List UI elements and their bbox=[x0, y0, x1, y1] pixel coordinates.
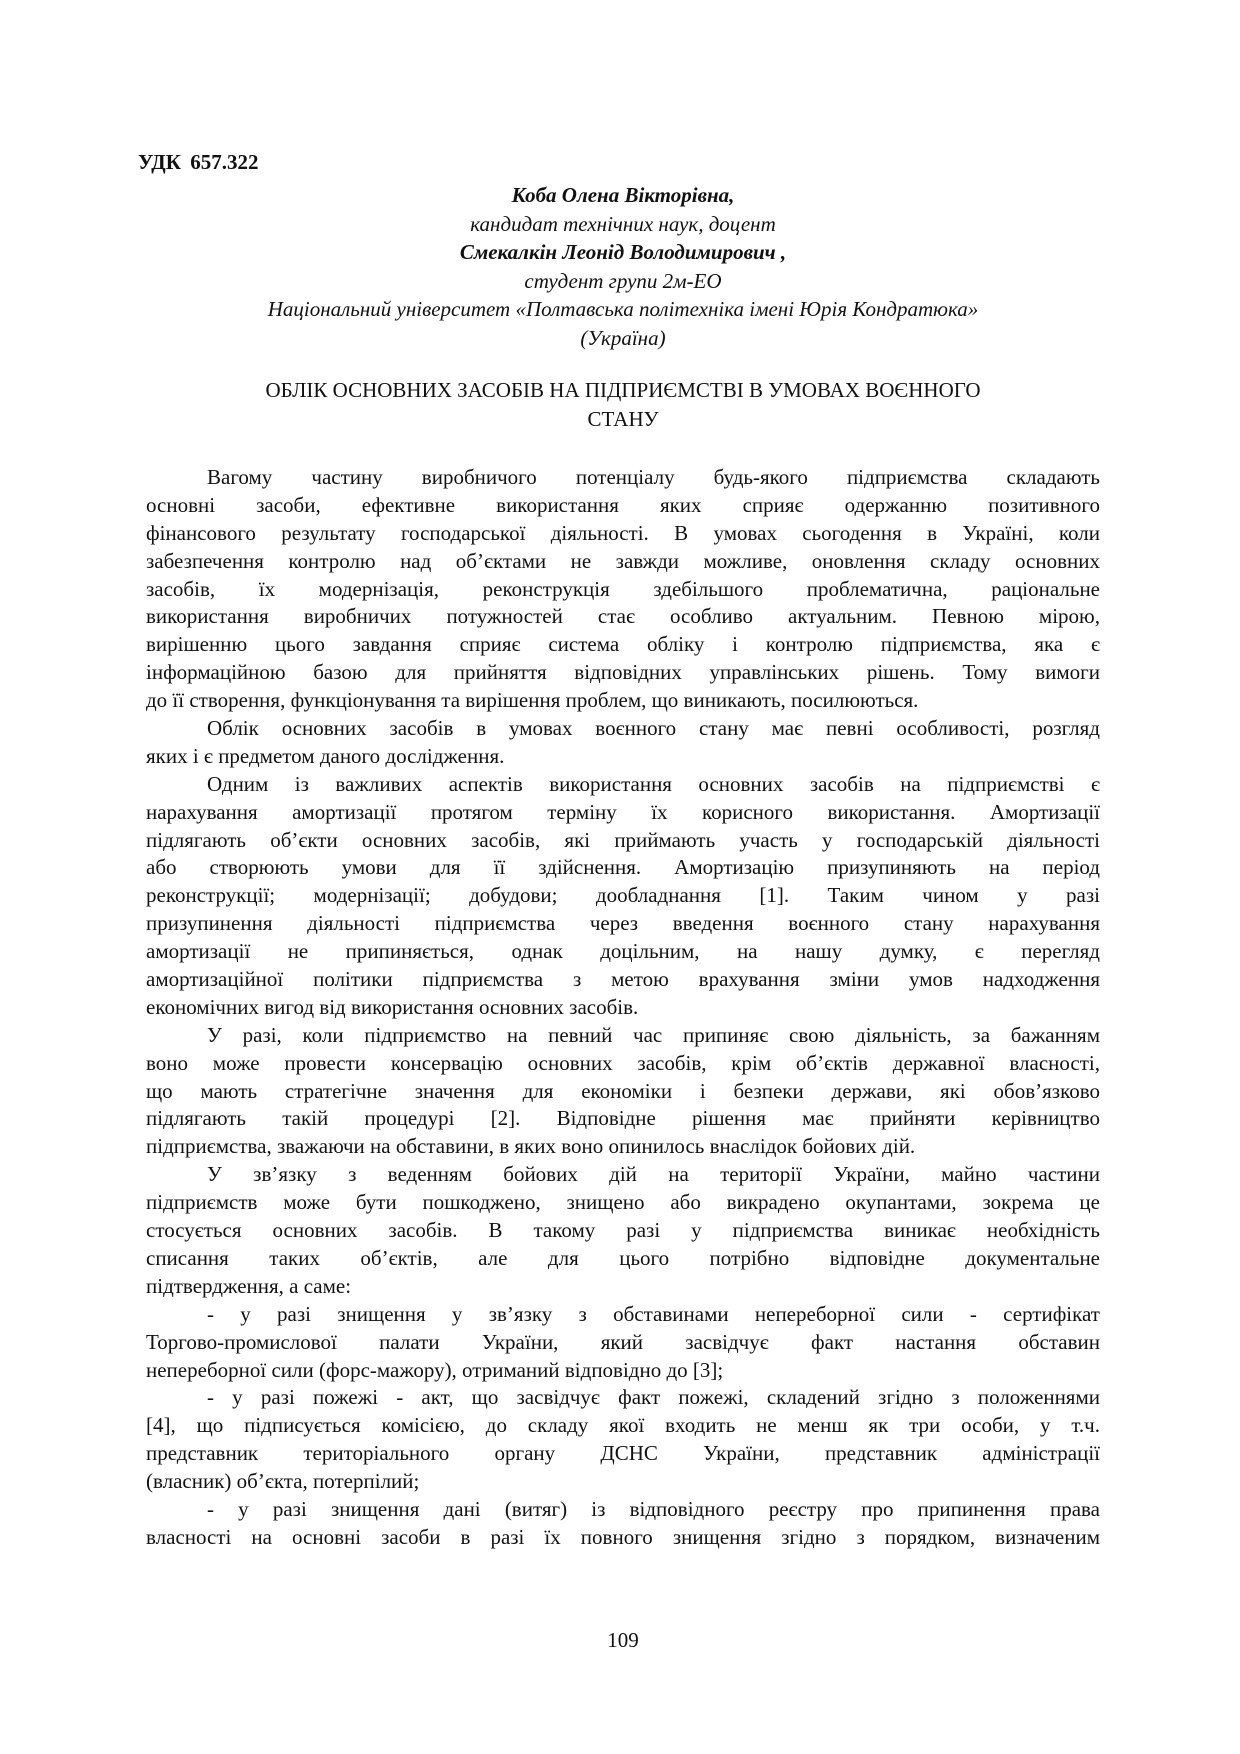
text-line: списання таких об’єктів, але для цього потрібно відповідне документальне bbox=[146, 1245, 1100, 1270]
text-line: економічних вигод від використання основних засобів. bbox=[146, 994, 639, 1019]
text-line: непереборної сили (форс-мажору), отриманий відповідно до [3]; bbox=[146, 1357, 724, 1382]
text-line: підлягають об’єкти основних засобів, які приймають участь у господарській діяльності bbox=[146, 827, 1100, 852]
paragraph bbox=[146, 771, 1100, 1022]
paragraph bbox=[146, 1496, 1100, 1552]
paragraph bbox=[146, 1161, 1100, 1300]
author-2-name: Смекалкін Леонід Володимирович , bbox=[459, 240, 787, 264]
paragraph bbox=[146, 464, 1100, 715]
text-line: підтвердження, а саме: bbox=[146, 1273, 352, 1298]
text-line: Одним із важливих аспектів використання основних засобів на підприємстві є bbox=[207, 771, 1100, 796]
country: (Україна) bbox=[580, 325, 666, 350]
text-line: використання виробничих потужностей стає особливо актуальним. Певною мірою, bbox=[146, 604, 1100, 629]
text-line: нарахування амортизації протягом терміну їх корисного використання. Амортизації bbox=[146, 799, 1100, 824]
text-line: воно може провести консервацію основних засобів, крім об’єктів державної власності, bbox=[146, 1050, 1100, 1075]
text-line: У разі, коли підприємство на певний час припиняє свою діяльність, за бажанням bbox=[207, 1022, 1100, 1047]
text-line: - у разі пожежі - акт, що засвідчує факт пожежі, складений згідно з положеннями bbox=[207, 1385, 1100, 1410]
author-1-title: кандидат технічних наук, доцент bbox=[470, 211, 776, 236]
author-block bbox=[146, 181, 1100, 352]
paragraph bbox=[146, 1022, 1100, 1161]
page-number: 109 bbox=[607, 1628, 639, 1652]
text-line: фінансового результату господарської діяльності. В умовах сьогодення в Україні, коли bbox=[146, 520, 1100, 545]
text-line: реконструкції; модернізації; добудови; дообладнання [1]. Таким чином у разі bbox=[146, 883, 1100, 908]
title-line: СТАНУ bbox=[587, 407, 659, 431]
text-line: стосується основних засобів. В такому разі у підприємства виникає необхідність bbox=[146, 1218, 1100, 1243]
university: Національний університет «Полтавська політехніка імені Юрія Кондратюка» bbox=[267, 297, 979, 321]
text-line: Вагому частину виробничого потенціалу будь-якого підприємства складають bbox=[207, 465, 1100, 489]
text-line: (власник) об’єкта, потерпілий; bbox=[146, 1469, 420, 1494]
text-line: або створюють умови для її здійснення. Амортизацію призупиняють на період bbox=[146, 855, 1100, 880]
text-line: представник територіального органу ДСНС України, представник адміністрації bbox=[146, 1441, 1100, 1466]
title-line: ОБЛІК ОСНОВНИХ ЗАСОБІВ НА ПІДПРИЄМСТВІ В УМОВАХ ВОЄННОГО bbox=[265, 378, 981, 402]
text-line: амортизаційної політики підприємства з метою врахування зміни умов надходження bbox=[146, 967, 1100, 992]
text-line: - у разі знищення дані (витяг) із відповідного реєстру про припинення права bbox=[207, 1496, 1100, 1521]
text-line: інформаційною базою для прийняття відповідних управлінських рішень. Тому вимоги bbox=[146, 660, 1100, 685]
text-line: [4], що підписується комісією, до складу якої входить не менш як три особи, у т.ч. bbox=[146, 1413, 1100, 1438]
text-line: підлягають такій процедурі [2]. Відповідне рішення має прийняти керівництво bbox=[146, 1106, 1100, 1131]
author-2-title: студент групи 2м-ЕО bbox=[524, 268, 722, 293]
text-line: до її створення, функціонування та вирішення проблем, що виникають, посилюються. bbox=[146, 688, 919, 713]
paragraph bbox=[146, 1301, 1100, 1385]
text-line: призупинення діяльності підприємства через введення воєнного стану нарахування bbox=[146, 911, 1100, 936]
text-line: підприємств може бути пошкоджено, знищено або викрадено окупантами, зокрема це bbox=[146, 1190, 1100, 1215]
text-line: основні засоби, ефективне використання яких сприяє одержанню позитивного bbox=[146, 492, 1100, 517]
text-line: яких і є предметом даного дослідження. bbox=[146, 743, 505, 768]
author-1-name: Коба Олена Вікторівна, bbox=[511, 183, 735, 207]
paragraph bbox=[146, 715, 1100, 771]
text-line: що мають стратегічне значення для економіки і безпеки держави, які обов’язково bbox=[146, 1078, 1100, 1103]
text-line: - у разі знищення у зв’язку з обставинами непереборної сили - сертифікат bbox=[207, 1301, 1100, 1326]
paragraph bbox=[146, 1384, 1100, 1496]
text-line: підприємства, зважаючи на обставини, в яких воно опинилось внаслідок бойових дій. bbox=[146, 1134, 916, 1159]
text-line: засобів, їх модернізація, реконструкція здебільшого проблематична, раціональне bbox=[146, 576, 1100, 601]
text-line: Торгово-промислової палати України, який засвідчує факт настання обставин bbox=[146, 1329, 1100, 1354]
text-line: власності на основні засоби в разі їх повного знищення згідно з порядком, визначеним bbox=[146, 1524, 1100, 1549]
text-line: Облік основних засобів в умовах воєнного стану має певні особливості, розгляд bbox=[207, 716, 1100, 741]
text-line: вирішенню цього завдання сприяє система обліку і контролю підприємства, яка є bbox=[146, 632, 1100, 657]
article-body bbox=[146, 464, 1100, 1552]
udc-code: УДК 657.322 bbox=[138, 150, 259, 174]
text-line: У зв’язку з веденням бойових дій на території України, майно частини bbox=[207, 1162, 1100, 1187]
text-line: амортизації не припиняється, однак доцільним, на нашу думку, є перегляд bbox=[146, 939, 1100, 964]
article-title bbox=[146, 376, 1100, 434]
text-line: забезпечення контролю над об’єктами не завжди можливе, оновлення складу основних bbox=[146, 548, 1100, 573]
